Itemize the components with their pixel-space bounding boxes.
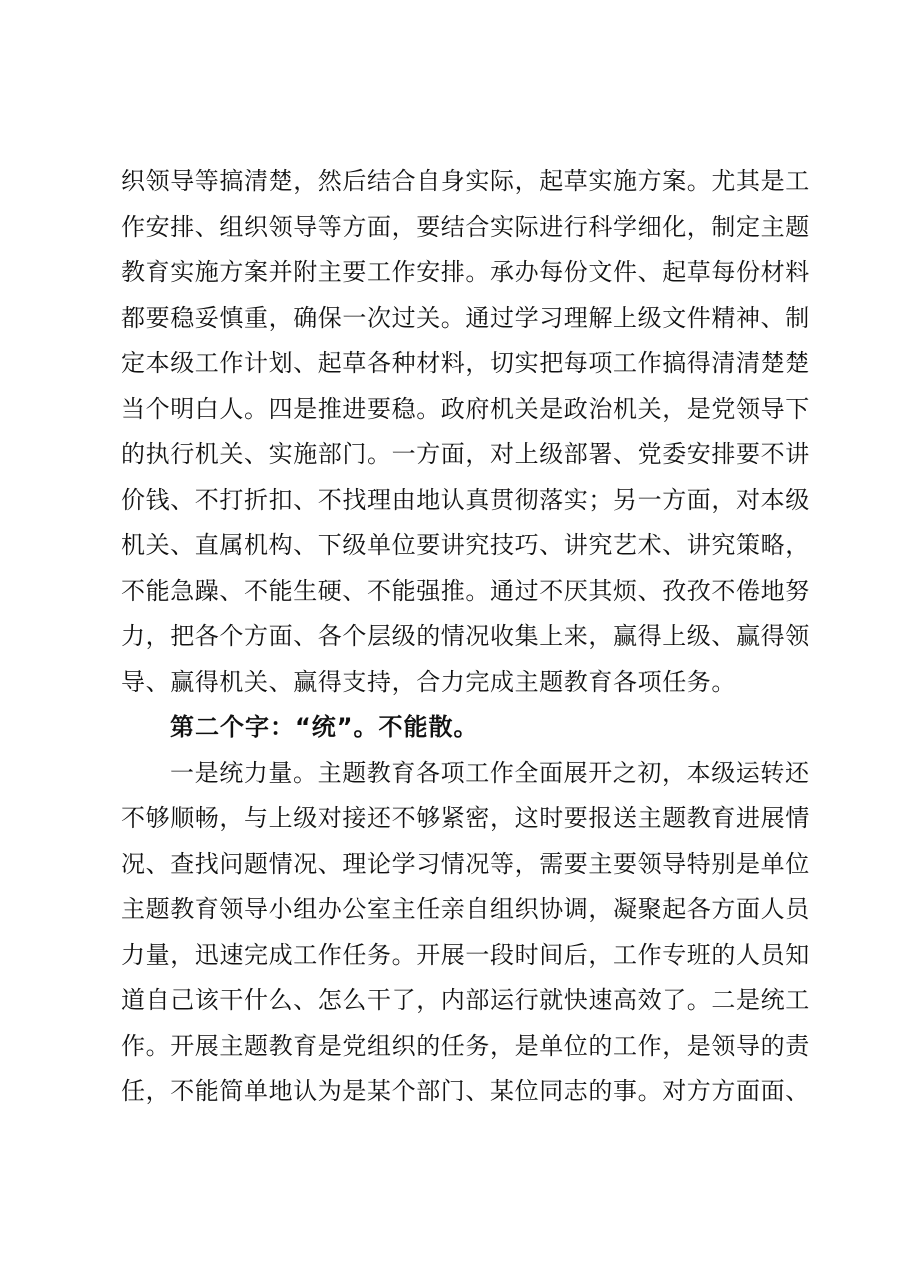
paragraph-1-line: 当个明白人。四是推进要稳。政府机关是政治机关，是党领导下 <box>121 394 810 423</box>
paragraph-2-line: 主题教育领导小组办公室主任亲自组织协调，凝聚起各方面人员 <box>121 895 810 923</box>
paragraph-2-line: 不够顺畅，与上级对接还不够紧密，这时要报送主题教育进展情 <box>121 804 810 832</box>
paragraph-1-line: 教育实施方案并附主要工作安排。承办每份文件、起草每份材料 <box>121 258 810 286</box>
paragraph-1-line: 的执行机关、实施部门。一方面，对上级部署、党委安排要不讲 <box>121 440 810 468</box>
paragraph-2-line: 力量，迅速完成工作任务。开展一段时间后，工作专班的人员知 <box>121 940 810 969</box>
paragraph-2-line: 况、查找问题情况、理论学习情况等，需要主要领导特别是单位 <box>121 849 810 878</box>
paragraph-1-line: 力，把各个方面、各个层级的情况收集上来，赢得上级、赢得领 <box>121 622 810 650</box>
document-body <box>121 159 811 1115</box>
paragraph-1-line: 导、赢得机关、赢得支持，合力完成主题教育各项任务。 <box>121 667 736 696</box>
paragraph-2-line: 任，不能简单地认为是某个部门、某位同志的事。对方方面面、 <box>121 1077 810 1105</box>
paragraph-1-line: 定本级工作计划、起草各种材料，切实把每项工作搞得清清楚楚 <box>121 349 810 377</box>
paragraph-2-line: 一是统力量。主题教育各项工作全面展开之初，本级运转还 <box>170 758 810 787</box>
paragraph-1-line: 都要稳妥慎重，确保一次过关。通过学习理解上级文件精神、制 <box>121 303 810 332</box>
section-heading: 第二个字：“统”。不能散。 <box>170 713 479 741</box>
paragraph-1-line: 不能急躁、不能生硬、不能强推。通过不厌其烦、孜孜不倦地努 <box>121 576 810 605</box>
paragraph-1-line: 价钱、不打折扣、不找理由地认真贯彻落实；另一方面，对本级 <box>121 485 810 514</box>
paragraph-2-line: 道自己该干什么、怎么干了，内部运行就快速高效了。二是统工 <box>121 986 810 1014</box>
paragraph-2-line: 作。开展主题教育是党组织的任务，是单位的工作，是领导的责 <box>121 1031 810 1060</box>
paragraph-1-line: 机关、直属机构、下级单位要讲究技巧、讲究艺术、讲究策略， <box>121 531 810 559</box>
paragraph-1-line: 织领导等搞清楚，然后结合自身实际，起草实施方案。尤其是工 <box>121 167 810 195</box>
paragraph-1-line: 作安排、组织领导等方面，要结合实际进行科学细化，制定主题 <box>121 212 810 241</box>
